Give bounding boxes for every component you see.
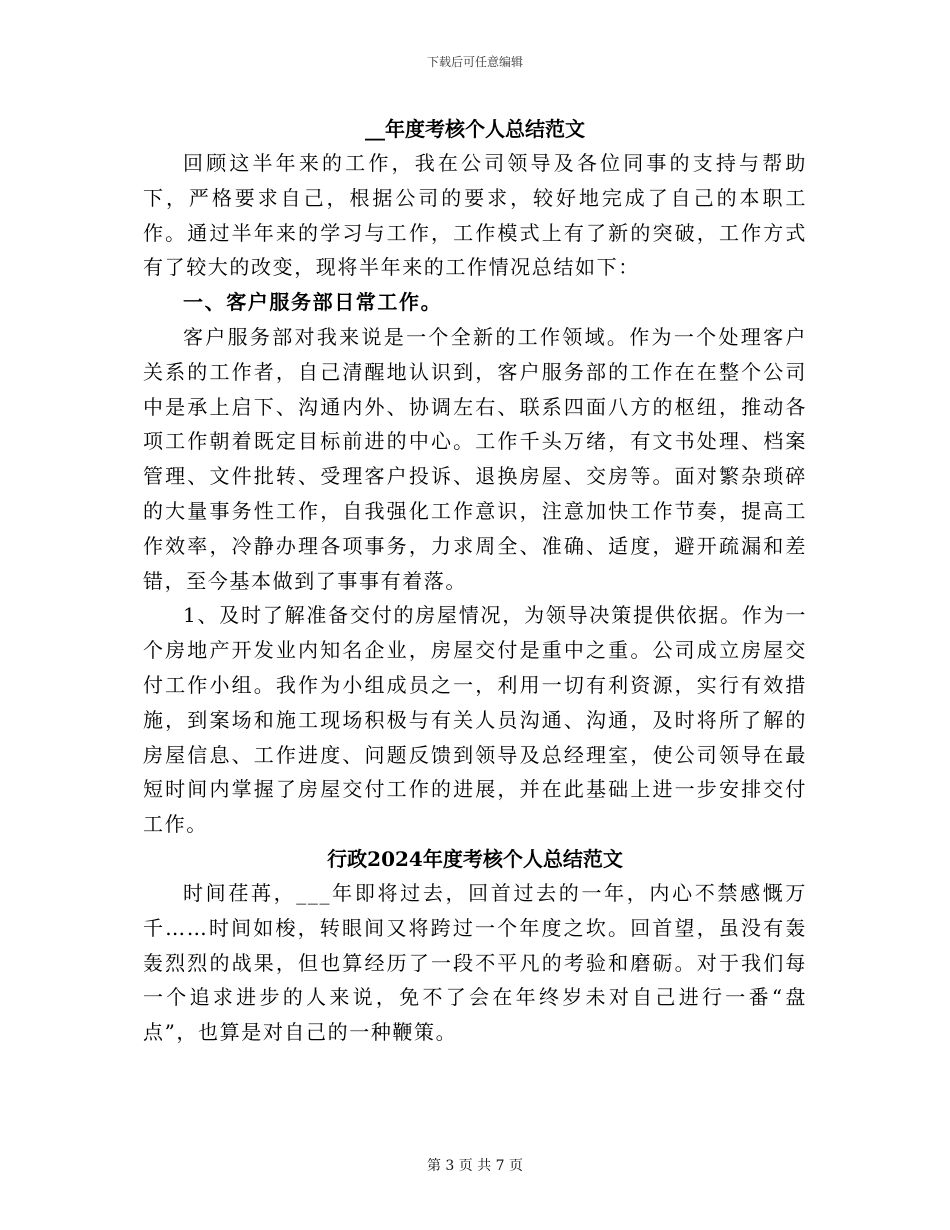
document-body: [143, 112, 807, 1050]
section-title-2: 行政2024年度考核个人总结范文: [327, 846, 623, 871]
page-number: 第 3 页 共 7 页: [426, 1158, 524, 1174]
paragraph-house-delivery: 1、及时了解准备交付的房屋情况，为领导决策提供依据。作为一个房地产开发业内知名企业，房屋交付是重中之重。公司成立房屋交付工作小组。我作为小组成员之一，利用一切有利资源，实行有效措施，到案场和施工现场积极与有关人员沟通、沟通，及时将所了解的房屋信息、工作进度、问题反馈到领导及总经理室，使公司领导在最短时间内掌握了房屋交付工作的进展，并在此基础上进一步安排交付工作。: [143, 603, 807, 837]
paragraph-time-review: 时间荏苒，___年即将过去，回首过去的一年，内心不禁感慨万千……时间如梭，转眼间又将跨过一个年度之坎。回首望，虽没有轰轰烈烈的战果，但也算经历了一段不平凡的考验和磨砺。对于我们每一个追求进步的人来说，免不了会在年终岁未对自己进行一番“盘点”，也算是对自己的一种鞭策。: [143, 880, 807, 1045]
paragraph-intro: 回顾这半年来的工作，我在公司领导及各位同事的支持与帮助下，严格要求自己，根据公司的要求，较好地完成了自己的本职工作。通过半年来的学习与工作，工作模式上有了新的突破，工作方式有了较大的改变，现将半年来的工作情况总结如下：: [143, 151, 807, 280]
section-title-1: __年度考核个人总结范文: [365, 117, 585, 141]
page-header-note: 下载后可任意编辑: [426, 55, 523, 69]
paragraph-customer-service: 客户服务部对我来说是一个全新的工作领域。作为一个处理客户关系的工作者，自己清醒地认识到，客户服务部的工作在在整个公司中是承上启下、沟通内外、协调左右、联系四面八方的枢纽，推动各项工作朝着既定目标前进的中心。工作千头万绪，有文书处理、档案管理、文件批转、受理客户投诉、退换房屋、交房等。面对繁杂琐碎的大量事务性工作，自我强化工作意识，注意加快工作节奏，提高工作效率，冷静办理各项事务，力求周全、准确、适度，避开疏漏和差错，至今基本做到了事事有着落。: [143, 324, 807, 593]
section-heading-customer-service: 一、客户服务部日常工作。: [183, 290, 443, 315]
